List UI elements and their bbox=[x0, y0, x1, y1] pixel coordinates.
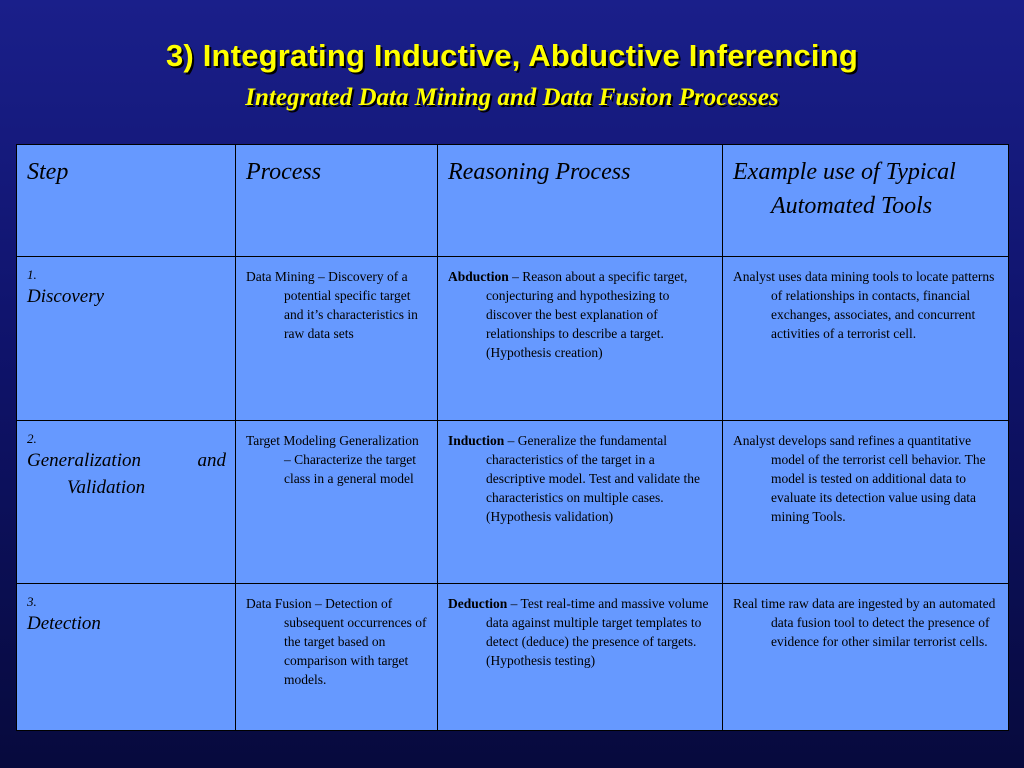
header-process: Process bbox=[236, 145, 438, 257]
reasoning-term: Abduction bbox=[448, 269, 509, 284]
step-name: Generalization and bbox=[27, 450, 226, 471]
table-row bbox=[17, 584, 1009, 731]
process-text: Data Mining – Discovery of a potential specific target and it’s characteristics in raw data sets bbox=[246, 269, 418, 341]
reasoning-text: – Test real-time and massive volume data against multiple target templates to detect (deduce) the presence of targets. (Hypothesis testing) bbox=[486, 596, 709, 668]
table-header-row bbox=[17, 145, 1009, 257]
step-name-continued: Validation bbox=[67, 477, 146, 498]
reasoning-cell bbox=[438, 257, 723, 421]
step-cell bbox=[17, 257, 236, 421]
process-cell bbox=[236, 584, 438, 731]
reasoning-cell bbox=[438, 584, 723, 731]
step-number: 1. bbox=[27, 267, 37, 282]
step-cell bbox=[17, 584, 236, 731]
example-text: Analyst develops sand refines a quantitative model of the terrorist cell behavior. The model is tested on additional data to evaluate its detection value using data mining Tools. bbox=[733, 433, 986, 524]
slide-title: 3) Integrating Inductive, Abductive Inferencing bbox=[165, 38, 859, 73]
reasoning-text: – Reason about a specific target, conjecturing and hypothesizing to discover the best explanation of relationships to describe a target. (Hypothesis creation) bbox=[486, 269, 688, 360]
step-cell bbox=[17, 421, 236, 584]
header-example-use: Example use of Typical Automated Tools bbox=[723, 145, 1009, 257]
example-text: Real time raw data are ingested by an automated data fusion tool to detect the presence of evidence for other similar terrorist cells. bbox=[733, 596, 996, 649]
table-row bbox=[17, 257, 1009, 421]
table-row bbox=[17, 421, 1009, 584]
step-number: 3. bbox=[27, 594, 37, 609]
example-cell bbox=[723, 421, 1009, 584]
step-number: 2. bbox=[27, 431, 37, 446]
reasoning-term: Deduction bbox=[448, 596, 508, 611]
process-text: Target Modeling Generalization – Characterize the target class in a general model bbox=[246, 433, 419, 486]
process-table bbox=[16, 144, 1009, 731]
step-name: Discovery bbox=[27, 286, 105, 307]
process-text: Data Fusion – Detection of subsequent occurrences of the target based on comparison with target models. bbox=[246, 596, 427, 687]
reasoning-cell bbox=[438, 421, 723, 584]
reasoning-term: Induction bbox=[448, 433, 505, 448]
example-text: Analyst uses data mining tools to locate patterns of relationships in contacts, financial exchanges, associates, and concurrent activities of a terrorist cell. bbox=[733, 269, 995, 341]
header-step: Step bbox=[17, 145, 236, 257]
header-reasoning-process: Reasoning Process bbox=[438, 145, 723, 257]
reasoning-text-block bbox=[448, 594, 713, 670]
example-cell bbox=[723, 584, 1009, 731]
example-cell bbox=[723, 257, 1009, 421]
process-cell bbox=[236, 421, 438, 584]
reasoning-text-block bbox=[448, 267, 713, 362]
reasoning-text: – Generalize the fundamental characteristics of the target in a descriptive model. Test and validate the characteristics on multiple cases. (Hypothesis validation) bbox=[486, 433, 700, 524]
process-cell bbox=[236, 257, 438, 421]
reasoning-text-block bbox=[448, 431, 713, 526]
slide-subtitle: Integrated Data Mining and Data Fusion Processes bbox=[245, 84, 779, 111]
step-name: Detection bbox=[27, 613, 101, 634]
